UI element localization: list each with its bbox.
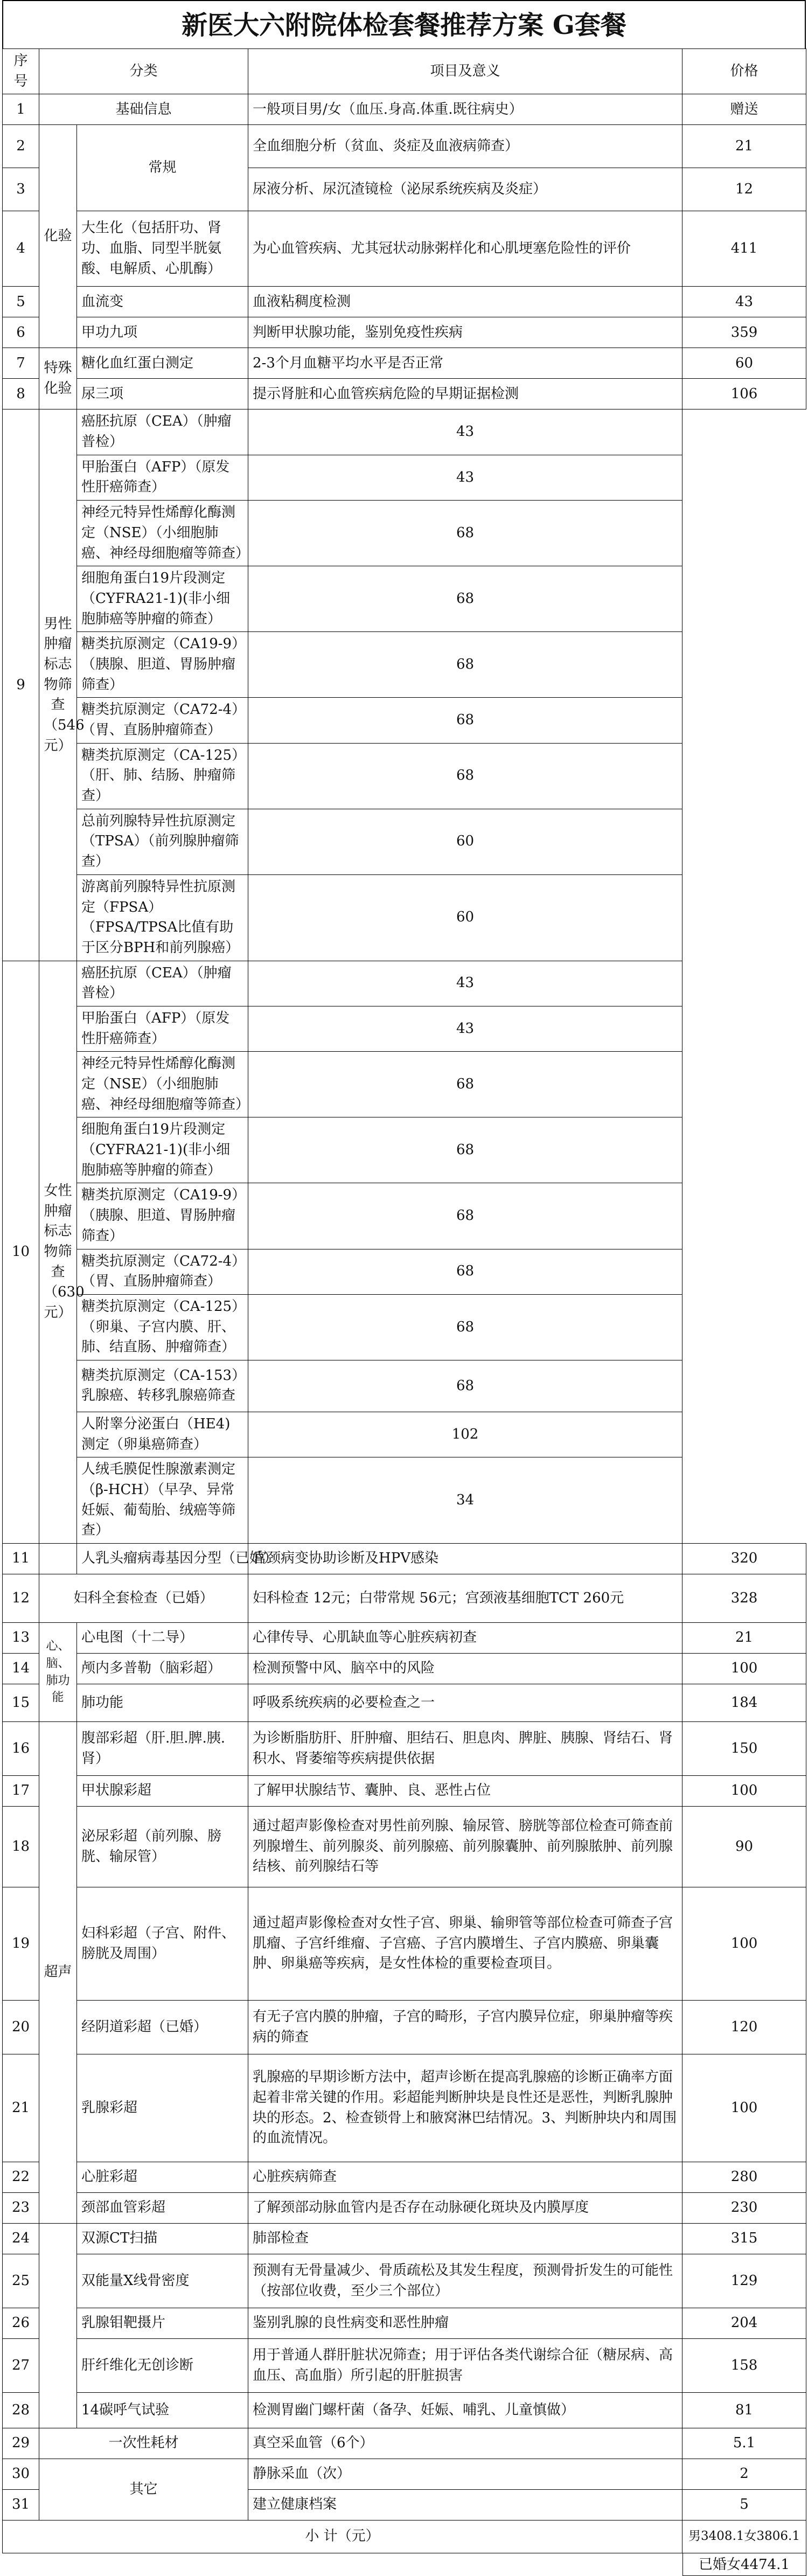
table-row: 18 泌尿彩超（前列腺、膀胱、输尿管） 通过超声影像检查对男性前列腺、输尿管、膀胱等部位检查可筛查前列腺增生、前列腺炎、前列腺癌、前列腺囊肿、前列腺脓肿、前列腺结核、前列腺结石等 90 bbox=[3, 1807, 806, 1887]
tumor-marker-price: 43 bbox=[248, 409, 682, 455]
tumor-marker-row bbox=[3, 874, 806, 961]
tumor-marker-item: 糖类抗原测定（CA-125）（肝、肺、结肠、肿瘤筛查） bbox=[77, 743, 248, 809]
table-row: 21 乳腺彩超 乳腺癌的早期诊断方法中，超声诊断在提高乳腺癌的诊断正确率方面起着非常关键的作用。彩超能判断肿块是良性还是恶性，判断乳腺肿块的形态。2、检查锁骨上和腋窝淋巴结情况。3、判断肿块内和周围的血流情况。 100 bbox=[3, 2054, 806, 2162]
header-item: 项目及意义 bbox=[248, 49, 682, 94]
total-price: 男3408.1女3806.1 bbox=[682, 2521, 806, 2553]
tumor-marker-price: 68 bbox=[248, 1117, 682, 1183]
table-row: 8 尿三项 提示肾脏和心血管疾病危险的早期证据检测 106 bbox=[3, 379, 806, 409]
tumor-marker-item: 细胞角蛋白19片段测定（CYFRA21-1)(非小细胞肺癌等肿瘤的筛查） bbox=[77, 566, 248, 632]
tumor-marker-item: 癌胚抗原（CEA）（肿瘤普检） bbox=[77, 961, 248, 1006]
tumor-marker-price: 43 bbox=[248, 455, 682, 500]
table-header-row bbox=[3, 49, 806, 94]
married-female-total: 已婚女4474.1 bbox=[682, 2553, 806, 2576]
tumor-marker-price: 60 bbox=[248, 874, 682, 961]
table-row: 3 尿液分析、尿沉渣镜检（泌尿系统疾病及炎症） 12 bbox=[3, 168, 806, 211]
table-row: 24 双源CT扫描 肺部检查 315 bbox=[3, 2224, 806, 2254]
tumor-marker-item: 人附睾分泌蛋白（HE4)测定（卵巢癌筛查） bbox=[77, 1412, 248, 1457]
tumor-marker-row bbox=[3, 1412, 806, 1457]
table-row: 28 14碳呼气试验 检测胃幽门螺杆菌（备孕、妊娠、哺乳、儿童慎做） 81 bbox=[3, 2393, 806, 2428]
tumor-marker-item: 神经元特异性烯醇化酶测定（NSE）（小细胞肺癌、神经母细胞瘤等筛查） bbox=[77, 1052, 248, 1117]
row-number: 9 bbox=[3, 409, 39, 961]
table-row: 17 甲状腺彩超 了解甲状腺结节、囊肿、良、恶性占位 100 bbox=[3, 1776, 806, 1807]
tumor-marker-price: 68 bbox=[248, 566, 682, 632]
table-row: 16 超声 腹部彩超（肝.胆.脾.胰.肾） 为诊断脂肪肝、肝肿瘤、胆结石、胆息肉、脾脏、胰腺、肾结石、肾积水、肾萎缩等疾病提供依据 150 bbox=[3, 1722, 806, 1776]
table-row: 7 特殊 化验 糖化血红蛋白测定 2-3个月血糖平均水平是否正常 60 bbox=[3, 348, 806, 379]
tumor-marker-item: 糖类抗原测定（CA72-4）（胃、直肠肿瘤筛查） bbox=[77, 1249, 248, 1294]
tumor-marker-price: 43 bbox=[248, 961, 682, 1006]
page-title: 新医大六附院体检套餐推荐方案 G套餐 bbox=[2, 0, 806, 48]
table-row: 6 甲功九项 判断甲状腺功能，鉴别免疫性疾病 359 bbox=[3, 317, 806, 348]
tumor-marker-price: 68 bbox=[248, 698, 682, 743]
tumor-marker-item: 糖类抗原测定（CA72-4）（胃、直肠肿瘤筛查） bbox=[77, 698, 248, 743]
tumor-marker-row bbox=[3, 455, 806, 500]
group-qita: 其它 bbox=[39, 2459, 248, 2521]
group-female-tumor: 女性肿瘤标志物筛查 （630元） bbox=[39, 961, 77, 1544]
tumor-marker-price: 102 bbox=[248, 1412, 682, 1457]
tumor-marker-price: 68 bbox=[248, 1249, 682, 1294]
header-price: 价格 bbox=[682, 49, 806, 94]
table-row: 11 人乳头瘤病毒基因分型（已婚） 宫颈病变协助诊断及HPV感染 320 bbox=[3, 1544, 806, 1574]
table-row: 23 颈部血管彩超 了解颈部动脉血管内是否存在动脉硬化斑块及内膜厚度 230 bbox=[3, 2193, 806, 2224]
table-row: 2 化验 常规 全血细胞分析（贫血、炎症及血液病筛查） 21 bbox=[3, 125, 806, 168]
table-row: 14 颅内多普勒（脑彩超） 检测预警中风、脑卒中的风险 100 bbox=[3, 1654, 806, 1684]
table-row: 26 乳腺钼靶摄片 鉴别乳腺的良性病变和恶性肿瘤 204 bbox=[3, 2308, 806, 2339]
tumor-marker-row bbox=[3, 698, 806, 743]
tumor-marker-price: 34 bbox=[248, 1457, 682, 1544]
tumor-marker-price: 68 bbox=[248, 501, 682, 566]
tumor-marker-item: 甲胎蛋白（AFP）（原发性肝癌筛查） bbox=[77, 455, 248, 500]
tumor-marker-price: 68 bbox=[248, 1183, 682, 1249]
table-row: 1 基础信息 一般项目男/女（血压.身高.体重.既往病史） 赠送 bbox=[3, 94, 806, 125]
group-male-tumor: 男性肿瘤标志物筛查 （546元） bbox=[39, 409, 77, 961]
table-row: 19 妇科彩超（子宫、附件、膀胱及周围） 通过超声影像检查对女性子宫、卵巢、输卵管等部位检查可筛查子宫肌瘤、子宫纤维瘤、子宫癌、子宫内膜增生、子宫内膜癌、卵巢囊肿、卵巢癌等疾病，是女性体检的重要检查项目。 100 bbox=[3, 1887, 806, 2001]
header-no: 序号 bbox=[3, 49, 39, 94]
tumor-marker-row bbox=[3, 961, 806, 1006]
tumor-marker-price: 43 bbox=[248, 1006, 682, 1051]
table-row: 4 大生化（包括肝功、肾功、血脂、同型半胱氨酸、电解质、心肌酶） 为心血管疾病、尤其冠状动脉粥样化和心肌埂塞危险性的评价 411 bbox=[3, 211, 806, 287]
tumor-marker-row bbox=[3, 1294, 806, 1360]
tumor-marker-row bbox=[3, 1006, 806, 1051]
row-number: 10 bbox=[3, 961, 39, 1544]
tumor-marker-row bbox=[3, 1249, 806, 1294]
tumor-marker-price: 68 bbox=[248, 1052, 682, 1117]
total-label: 小 计（元） bbox=[3, 2521, 682, 2553]
tumor-marker-price: 68 bbox=[248, 1294, 682, 1360]
group-teshu: 特殊 化验 bbox=[39, 348, 77, 409]
tumor-marker-row bbox=[3, 409, 806, 455]
tumor-marker-item: 糖类抗原测定（CA-125）（卵巢、子宫内膜、肝、肺、结直肠、肿瘤筛查） bbox=[77, 1294, 248, 1360]
tumor-marker-item: 人绒毛膜促性腺激素测定（β-HCH）（早孕、异常妊娠、葡萄胎、绒癌等筛查） bbox=[77, 1457, 248, 1544]
tumor-marker-row bbox=[3, 632, 806, 698]
table-row: 31 建立健康档案 5 bbox=[3, 2490, 806, 2521]
tumor-marker-item: 糖类抗原测定（CA19-9）（胰腺、胆道、胃肠肿瘤筛查） bbox=[77, 1183, 248, 1249]
tumor-marker-item: 游离前列腺特异性抗原测定（FPSA）（FPSA/TPSA比值有助于区分BPH和前列腺癌） bbox=[77, 874, 248, 961]
tumor-marker-item: 糖类抗原测定（CA19-9）（胰腺、胆道、胃肠肿瘤筛查） bbox=[77, 632, 248, 698]
tumor-marker-row bbox=[3, 1052, 806, 1117]
table-row: 12 妇科全套检查（已婚） 妇科检查 12元；白带常规 56元；宫颈液基细胞TCT 260元 328 bbox=[3, 1574, 806, 1623]
group-xinnaofei: 心、 脑、 肺功能 bbox=[39, 1623, 77, 1722]
tumor-marker-row bbox=[3, 743, 806, 809]
tumor-marker-row bbox=[3, 809, 806, 874]
tumor-marker-item: 癌胚抗原（CEA）（肿瘤普检） bbox=[77, 409, 248, 455]
group-changgui: 常规 bbox=[77, 125, 248, 211]
table-row: 25 双能量X线骨密度 预测有无骨量减少、骨质疏松及其发生程度，预测骨折发生的可能性（按部位收费，至少三个部位） 129 bbox=[3, 2254, 806, 2308]
tumor-marker-item: 总前列腺特异性抗原测定（TPSA）（前列腺肿瘤筛查） bbox=[77, 809, 248, 874]
tumor-marker-item: 甲胎蛋白（AFP）（原发性肝癌筛查） bbox=[77, 1006, 248, 1051]
header-category: 分类 bbox=[39, 49, 248, 94]
table-row: 22 心脏彩超 心脏疾病筛查 280 bbox=[3, 2162, 806, 2193]
tumor-marker-row bbox=[3, 566, 806, 632]
tumor-marker-row bbox=[3, 1183, 806, 1249]
table-row: 27 肝纤维化无创诊断 用于普通人群肝脏状况筛查；用于评估各类代谢综合征（糖尿病、高血压、高血脂）所引起的肝脏损害 158 bbox=[3, 2339, 806, 2393]
tumor-marker-price: 68 bbox=[248, 632, 682, 698]
tumor-marker-price: 68 bbox=[248, 1360, 682, 1412]
tumor-marker-price: 60 bbox=[248, 809, 682, 874]
table-row: 15 肺功能 呼吸系统疾病的必要检查之一 184 bbox=[3, 1684, 806, 1722]
total-row bbox=[3, 2521, 806, 2553]
tumor-marker-item: 糖类抗原测定（CA-153）乳腺癌、转移乳腺癌筛查 bbox=[77, 1360, 248, 1412]
tumor-marker-row bbox=[3, 1457, 806, 1544]
tumor-marker-row bbox=[3, 1117, 806, 1183]
group-chaosheng: 超声 bbox=[39, 1722, 77, 2224]
tumor-marker-row bbox=[3, 501, 806, 566]
tumor-marker-price: 68 bbox=[248, 743, 682, 809]
table-row: 30 其它 静脉采血（次） 2 bbox=[3, 2459, 806, 2490]
package-table bbox=[2, 48, 806, 2553]
tumor-marker-item: 细胞角蛋白19片段测定（CYFRA21-1)(非小细胞肺癌等肿瘤的筛查） bbox=[77, 1117, 248, 1183]
table-row: 20 经阴道彩超（已婚） 有无子宫内膜的肿瘤，子宫的畸形，子宫内膜异位症，卵巢肿瘤等疾病的筛查 120 bbox=[3, 2001, 806, 2054]
table-row: 13 心、 脑、 肺功能 心电图（十二导） 心律传导、心肌缺血等心脏疾病初查 21 bbox=[3, 1623, 806, 1654]
tumor-marker-row bbox=[3, 1360, 806, 1412]
tumor-marker-item: 神经元特异性烯醇化酶测定（NSE）（小细胞肺癌、神经母细胞瘤等筛查） bbox=[77, 501, 248, 566]
table-row: 5 血流变 血液粘稠度检测 43 bbox=[3, 287, 806, 317]
table-row: 29 一次性耗材 真空采血管（6个） 5.1 bbox=[3, 2428, 806, 2459]
group-huayan: 化验 bbox=[39, 125, 77, 348]
